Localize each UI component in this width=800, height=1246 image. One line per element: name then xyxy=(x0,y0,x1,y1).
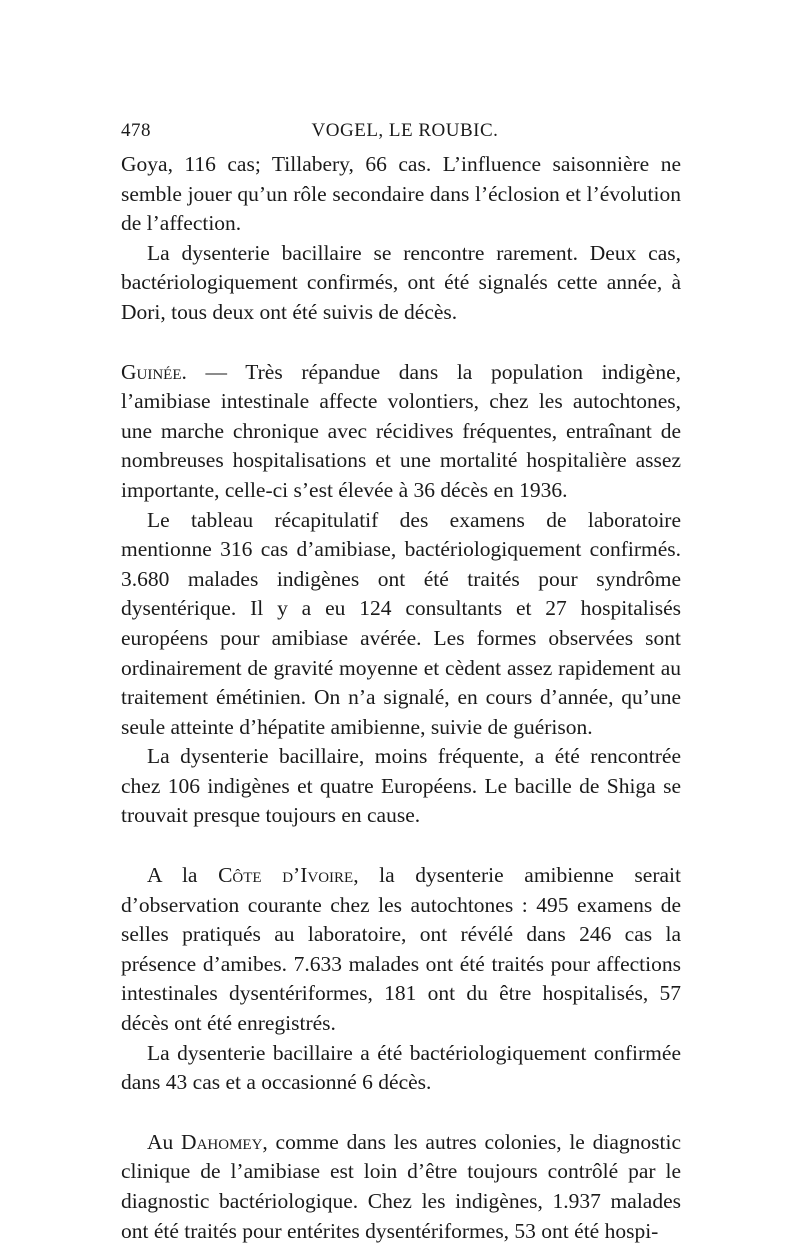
paragraph-text: Le tableau récapitulatif des examens de laboratoire mentionne 316 cas d’amibiase, bactériologiquement confirmés. 3.680 malades indigènes ont été traités pour syndrôme dysentérique. Il y a eu 124 consultants et 27 hospitalisés européens pour amibiase avérée. Les formes observées sont ordinairement de gravité moyenne et cèdent assez rapidement au traitement émétinien. On n’a signalé, en cours d’année, qu’une seule atteinte d’hépatite amibienne, suivie de guérison. xyxy=(121,507,681,739)
paragraph-cote-ivoire xyxy=(121,861,681,1039)
page-number: 478 xyxy=(121,120,151,141)
section-lead-guinee: Guinée. xyxy=(121,359,187,384)
paragraph-text: — Très répandue dans la population indigène, l’amibiase intestinale affecte volontiers, chez les autochtones, une marche chronique avec récidives fréquentes, entraînant de nombreuses hospitalisations et une mortalité hospitalière assez importante, celle-ci s’est élevée à 36 décès en 1936. xyxy=(121,359,681,502)
paragraph-text: La dysenterie bacillaire se rencontre rarement. Deux cas, bactériologiquement confirmés, ont été signalés cette année, à Dori, tous deux ont été suivis de décès. xyxy=(121,240,681,324)
page-header xyxy=(121,120,689,144)
paragraph-guinee xyxy=(121,358,681,506)
paragraph-text: Goya, 116 cas; Tillabery, 66 cas. L’influence saisonnière ne semble jouer qu’un rôle secondaire dans l’éclosion et l’évolution de l’affection. xyxy=(121,152,681,236)
paragraph-dysenterie-bacillaire-guinee xyxy=(121,742,681,831)
paragraph-goya xyxy=(121,150,681,239)
paragraph-dysenterie-bacillaire-dori xyxy=(121,239,681,328)
paragraph-dahomey xyxy=(121,1128,681,1246)
paragraph-text: La dysenterie bacillaire, moins fréquente, a été rencontrée chez 106 indigènes et quatre Européens. Le bacille de Shiga se trouvait presque toujours en cause. xyxy=(121,744,681,828)
paragraph-tableau-recapitulatif xyxy=(121,506,681,743)
paragraph-dysenterie-bacillaire-cote-ivoire xyxy=(121,1039,681,1098)
section-lead-dahomey: Dahomey xyxy=(181,1129,263,1154)
section-lead-cote-ivoire: Côte d’Ivoire xyxy=(218,863,354,888)
running-head: VOGEL, LE ROUBIC. xyxy=(311,120,499,141)
paragraph-pre: Au xyxy=(147,1129,182,1154)
paragraph-pre: A la xyxy=(147,863,219,888)
paragraph-text: , comme dans les autres colonies, le diagnostic clinique de l’amibiase est loin d’être toujours contrôlé par le diagnostic bactériologique. Chez les indigènes, 1.937 malades ont été traités pour entérites dysentériformes, 53 ont été hospi- xyxy=(121,1129,681,1243)
paragraph-text: La dysenterie bacillaire a été bactériologiquement confirmée dans 43 cas et a occasionné 6 décès. xyxy=(121,1040,681,1095)
page-body xyxy=(121,150,681,1246)
paragraph-text: , la dysenterie amibienne serait d’observation courante chez les autochtones : 495 examens de selles pratiqués au laboratoire, ont révélé dans 246 cas la présence d’amibes. 7.633 malades ont été traités pour affections intestinales dysentériformes, 181 ont du être hospitalisés, 57 décès ont été enregistrés. xyxy=(121,863,681,1036)
